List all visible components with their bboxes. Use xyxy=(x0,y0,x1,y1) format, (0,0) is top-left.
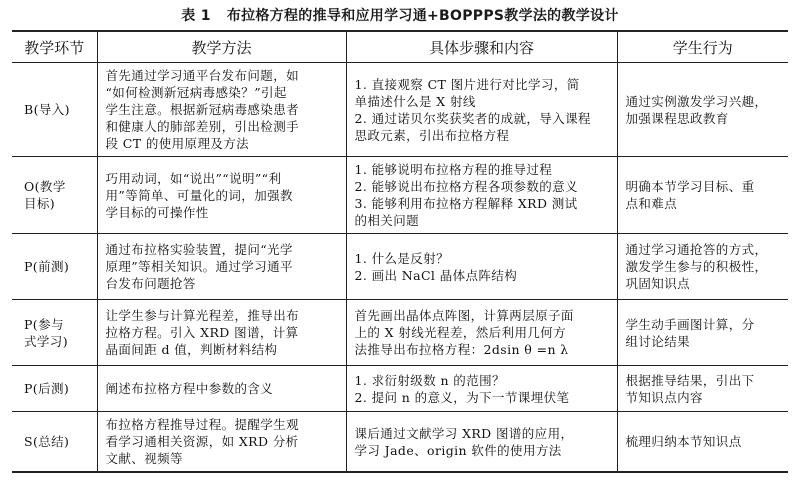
table-body xyxy=(12,63,788,473)
table-number: 表 1 xyxy=(181,8,211,24)
text-line: 2. 能够说出布拉格方程各项参数的意义 xyxy=(354,179,579,194)
text-line: P(前测) xyxy=(24,259,70,274)
cell-steps-text xyxy=(355,250,611,284)
header-behavior: 学生行为 xyxy=(617,31,788,63)
cell-steps xyxy=(346,63,617,157)
text-line: 巧用动词，如“说出”“说明”“利 xyxy=(105,170,282,186)
text-line: 2. 提问 n 的意义，为下一节课埋伏笔 xyxy=(354,389,570,405)
cell-method xyxy=(97,366,346,412)
text-line: 首先通过学习通平台发布问题，如 xyxy=(105,68,300,83)
text-line: 目标) xyxy=(24,196,56,211)
table-row xyxy=(12,157,788,234)
text-line: B(导入) xyxy=(24,102,70,117)
cell-behavior xyxy=(617,412,788,473)
cell-method-text xyxy=(106,416,340,467)
cell-stage-text xyxy=(24,316,93,350)
cell-steps xyxy=(346,157,617,234)
text-line: 法推导出布拉格方程：2dsin θ =n λ xyxy=(354,342,569,357)
text-line: 2. 画出 NaCl 晶体点阵结构 xyxy=(354,267,518,283)
table-row xyxy=(12,234,788,300)
text-line: 台发布问题抢答 xyxy=(105,276,196,291)
text-line: 拉格方程。引入 XRD 图谱，计算 xyxy=(105,325,299,340)
table-row xyxy=(12,63,788,157)
cell-steps-text xyxy=(355,372,611,406)
text-line: S(总结) xyxy=(24,434,70,449)
text-line: 激发学生参与的积极性， xyxy=(625,259,768,274)
text-line: 思政元素，引出布拉格方程 xyxy=(354,127,510,143)
text-line: O(教学 xyxy=(24,179,66,194)
cell-method xyxy=(97,157,346,234)
cell-steps-text xyxy=(355,425,611,459)
text-line: 组讨论结果 xyxy=(625,333,691,349)
table-title: 布拉格方程的推导和应用学习通+BOPPPS教学法的教学设计 xyxy=(226,8,619,24)
text-line: 式学习) xyxy=(24,333,68,349)
text-line: 加强课程思政教育 xyxy=(625,110,729,126)
text-line: 看学习通相关资源，如 XRD 分析 xyxy=(105,434,299,449)
cell-behavior xyxy=(617,300,788,366)
text-line: 让学生参与计算光程差，推导出布 xyxy=(105,308,300,323)
cell-behavior-text xyxy=(626,372,783,406)
teaching-design-table xyxy=(12,30,788,473)
cell-stage-text xyxy=(24,433,93,450)
header-method: 教学方法 xyxy=(97,31,346,63)
text-line: 2. 通过诺贝尔奖获奖者的成就，导入课程 xyxy=(354,110,591,126)
cell-stage xyxy=(12,157,97,234)
text-line: 学习 Jade、origin 软件的使用方法 xyxy=(354,442,562,458)
text-line: 明确本节学习目标、重 xyxy=(625,179,755,194)
cell-method-text xyxy=(106,307,340,358)
cell-steps xyxy=(346,300,617,366)
cell-steps-text xyxy=(355,161,611,229)
cell-steps-text xyxy=(355,76,611,144)
cell-stage xyxy=(12,300,97,366)
text-line: 点和难点 xyxy=(625,196,678,211)
text-line: 学生注意。根据新冠病毒感染患者 xyxy=(105,102,300,117)
text-line: 和健康人的肺部差别，引出检测手 xyxy=(105,119,300,134)
text-line: 布拉格方程推导过程。提醒学生观 xyxy=(105,417,300,432)
cell-stage-text xyxy=(24,178,93,212)
cell-method xyxy=(97,412,346,473)
cell-behavior-text xyxy=(626,316,783,350)
table-row xyxy=(12,412,788,473)
cell-steps xyxy=(346,366,617,412)
table-header-row xyxy=(12,31,788,63)
text-line: 阐述布拉格方程中参数的含义 xyxy=(105,381,274,396)
text-line: 学生动手画图计算，分 xyxy=(625,316,755,332)
text-line: 首先画出晶体点阵图，计算两层原子面 xyxy=(354,308,574,323)
text-line: 节知识点内容 xyxy=(625,389,703,405)
text-line: P(后测) xyxy=(24,381,70,396)
cell-behavior-text xyxy=(626,433,783,450)
text-line: 1. 求衍射级数 n 的范围？ xyxy=(354,372,505,388)
header-stage: 教学环节 xyxy=(12,31,97,63)
text-line: 根据推导结果，引出下 xyxy=(625,372,755,388)
cell-behavior-text xyxy=(626,178,783,212)
text-line: “如何检测新冠病毒感染？”引起 xyxy=(105,85,287,100)
text-line: 梳理归纳本节知识点 xyxy=(625,434,742,449)
text-line: 的相关问题 xyxy=(354,213,420,228)
table-row xyxy=(12,300,788,366)
cell-stage-text xyxy=(24,258,93,275)
cell-method-text xyxy=(106,170,340,221)
cell-stage xyxy=(12,234,97,300)
cell-stage xyxy=(12,412,97,473)
cell-behavior xyxy=(617,63,788,157)
text-line: 用”等简单、可量化的词，加强教 xyxy=(105,187,293,203)
cell-behavior-text xyxy=(626,93,783,127)
text-line: 1. 能够说明布拉格方程的推导过程 xyxy=(354,162,553,177)
text-line: 通过布拉格实验装置，提问“光学 xyxy=(105,242,293,257)
cell-behavior-text xyxy=(626,241,783,292)
cell-method xyxy=(97,234,346,300)
cell-steps xyxy=(346,412,617,473)
cell-behavior xyxy=(617,366,788,412)
text-line: 3. 能够利用布拉格方程解释 XRD 测试 xyxy=(354,196,578,211)
cell-method xyxy=(97,300,346,366)
cell-steps xyxy=(346,234,617,300)
text-line: 课后通过文献学习 XRD 图谱的应用， xyxy=(354,425,574,441)
text-line: 学目标的可操作性 xyxy=(105,204,209,220)
cell-stage xyxy=(12,63,97,157)
cell-method xyxy=(97,63,346,157)
text-line: 段 CT 的使用原理及方法 xyxy=(105,136,250,151)
cell-stage xyxy=(12,366,97,412)
text-line: 1. 什么是反射？ xyxy=(354,250,449,266)
header-steps: 具体步骤和内容 xyxy=(346,31,617,63)
cell-method-text xyxy=(106,241,340,292)
table-caption xyxy=(12,6,788,30)
text-line: 晶面间距 d 值，判断材料结构 xyxy=(105,342,278,357)
text-line: 通过实例激发学习兴趣， xyxy=(625,93,768,109)
cell-method-text xyxy=(106,380,340,397)
cell-stage-text xyxy=(24,101,93,118)
cell-steps-text xyxy=(355,307,611,358)
text-line: 通过学习通抢答的方式， xyxy=(625,242,768,257)
table-row xyxy=(12,366,788,412)
text-line: 1. 直接观察 CT 图片进行对比学习，简 xyxy=(354,76,580,92)
cell-method-text xyxy=(106,67,340,152)
text-line: P(参与 xyxy=(24,316,64,332)
text-line: 巩固知识点 xyxy=(625,276,691,291)
cell-behavior xyxy=(617,234,788,300)
cell-behavior xyxy=(617,157,788,234)
text-line: 原理”等相关知识。通过学习通平 xyxy=(105,259,293,274)
text-line: 单描述什么是 X 射线 xyxy=(354,93,476,109)
text-line: 文献、视频等 xyxy=(105,451,183,466)
text-line: 上的 X 射线光程差，然后利用几何方 xyxy=(354,325,567,340)
cell-stage-text xyxy=(24,380,93,397)
